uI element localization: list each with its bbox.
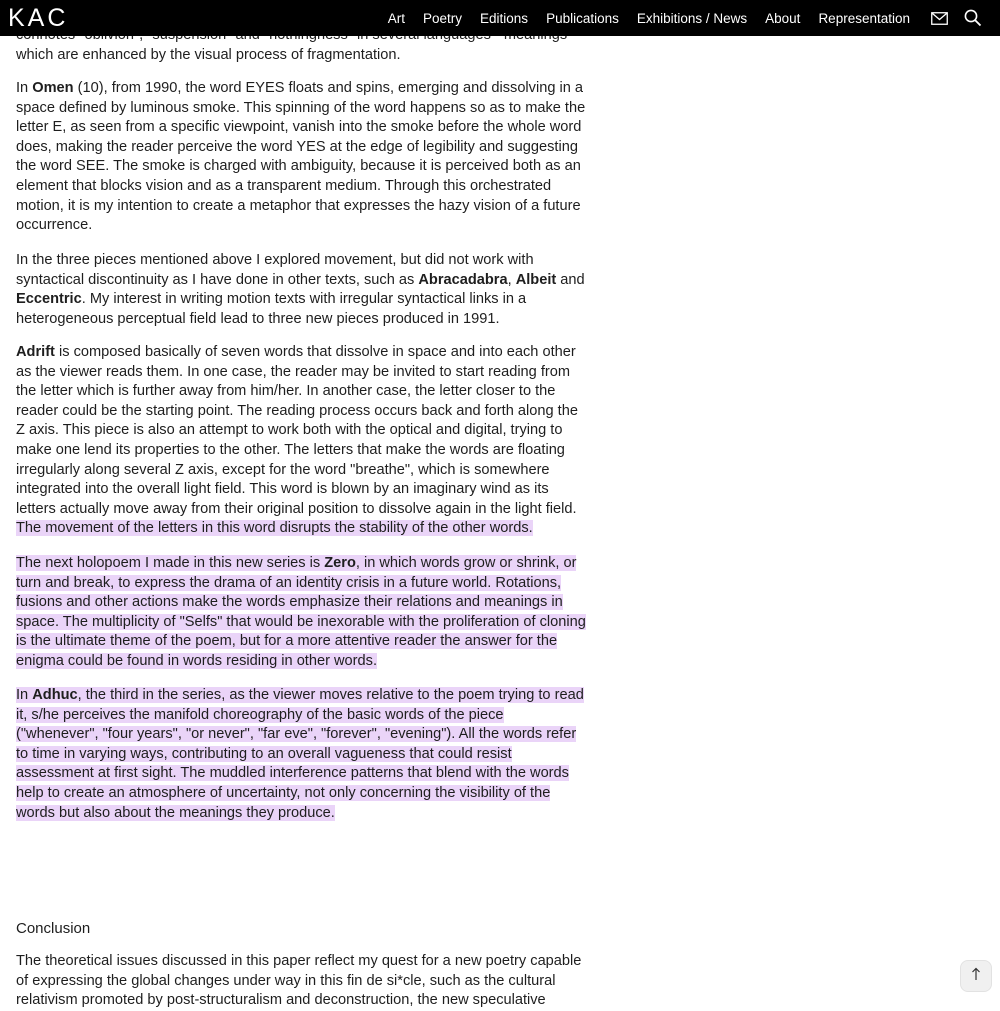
site-logo[interactable]: KAC xyxy=(8,4,69,32)
paragraph-line: relativism promoted by post-structuralism and deconstruction, the new speculative xyxy=(16,992,546,1009)
paragraph-line: of expressing the global changes under way in this fin de si*cle, such as the cultural xyxy=(16,972,556,989)
work-title-albeit: Albeit xyxy=(515,271,557,288)
highlighted-text: In xyxy=(16,687,33,703)
paragraph-movement xyxy=(16,251,586,329)
paragraph-line: The theoretical issues discussed in this paper reflect my quest for a new poetry capable xyxy=(16,953,582,969)
paragraph-adhuc xyxy=(16,686,586,823)
nav-item-publications[interactable]: Publications xyxy=(546,10,619,26)
back-to-top-button[interactable] xyxy=(960,960,992,992)
work-title-eccentric: Eccentric xyxy=(16,291,82,308)
search-icon[interactable] xyxy=(962,7,984,29)
nav-item-exhibitions-news[interactable]: Exhibitions / News xyxy=(636,10,748,26)
highlighted-text: , in which words grow or shrink, or turn and break, to express the drama of an identity crisis in a future world. Rotations, fusions and other actions make the words emphasize their relations and meanings in space. The multiplicity of "Selfs" that would be inexorable with the proliferation of cloning is the ultimate theme of the poem, but for a more attentive reader the answer for the enigma could be found in words residing in other words. xyxy=(16,555,586,669)
nav-item-editions[interactable]: Editions xyxy=(480,10,529,26)
work-title-adrift: Adrift xyxy=(16,344,55,360)
nav-item-poetry[interactable]: Poetry xyxy=(423,10,463,26)
work-title-abracadabra: Abracadabra xyxy=(418,271,508,288)
paragraph-omen xyxy=(16,79,586,236)
paragraph-adrift xyxy=(16,343,586,539)
work-title-zero: Zero xyxy=(324,555,356,571)
text-span: , xyxy=(507,271,516,288)
highlighted-text: The movement of the letters in this word disrupts the stability of the other words. xyxy=(16,520,533,537)
main-nav xyxy=(388,0,1000,36)
text-span: and xyxy=(556,271,585,288)
paragraph-line: which are enhanced by the visual process of fragmentation. xyxy=(16,46,401,63)
paragraph-zero xyxy=(16,554,586,672)
work-title-adhuc: Adhuc xyxy=(32,687,78,703)
work-title-omen: Omen xyxy=(32,80,74,96)
nav-item-about[interactable]: About xyxy=(765,10,801,26)
text-span: (10), from 1990, the word EYES floats and spins, emerging and dissolving in a space defined by luminous smoke. This spinning of the word happens so as to make the letter E, as seen from a specific viewpoint, vanish into the smoke before the whole word does, making the reader perceive the word YES at the edge of legibility and suggesting the word SEE. The smoke is charged with ambiguity, because it is perceived both as an element that blocks vision and as a transparent medium. Through this orchestrated motion, it is my intention to create a metaphor that expresses the hazy vision of a future occurrence. xyxy=(16,80,586,234)
highlighted-text: The next holopoem I made in this new series is xyxy=(16,555,325,571)
nav-item-art[interactable]: Art xyxy=(387,10,405,26)
highlighted-text: , the third in the series, as the viewer moves relative to the poem trying to read it, s/he perceives the manifold choreography of the basic words of the piece ("whenever", "four years", "or never", "far eve", "forever", "evening"). All the words refer to time in varying ways, contributing to an overall vagueness that could resist assessment at first sight. The muddled interference patterns that blend with the words help to create an atmosphere of uncertainty, not only concerning the visibility of the words but also about the meanings they produce. xyxy=(16,687,584,821)
text-span: . My interest in writing motion texts with irregular syntactical links in a heterogeneous perceptual field lead to three new pieces produced in 1991. xyxy=(16,291,527,327)
text-span: is composed basically of seven words that dissolve in space and into each other as the viewer reads them. In one case, the reader may be invited to start reading from the letter which is further away from him/her. In another case, the letter closer to the reader could be the starting point. The reading process occurs back and forth along the Z axis. This piece is also an attempt to work both with the optical and digital, trying to make one lend its properties to the other. The letters that make the words are floating irregularly along several Z axis, except for the word "breathe", which is somewhere integrated into the overall light field. This word is blown by an imaginary wind as its letters actually move away from their original position to dissolve again in the light field. xyxy=(16,344,578,517)
mail-icon[interactable] xyxy=(928,7,950,29)
arrow-up-icon xyxy=(971,967,981,986)
nav-item-representation[interactable]: Representation xyxy=(818,10,910,26)
top-navigation-bar xyxy=(0,0,1000,36)
text-span: In the three pieces mentioned above I explored movement, but did not work with syntactical discontinuity as I have done in other texts, such as xyxy=(16,252,534,288)
text-span: In xyxy=(16,80,33,96)
paragraph-conclusion xyxy=(16,952,586,1011)
section-heading-conclusion: Conclusion xyxy=(16,920,91,937)
